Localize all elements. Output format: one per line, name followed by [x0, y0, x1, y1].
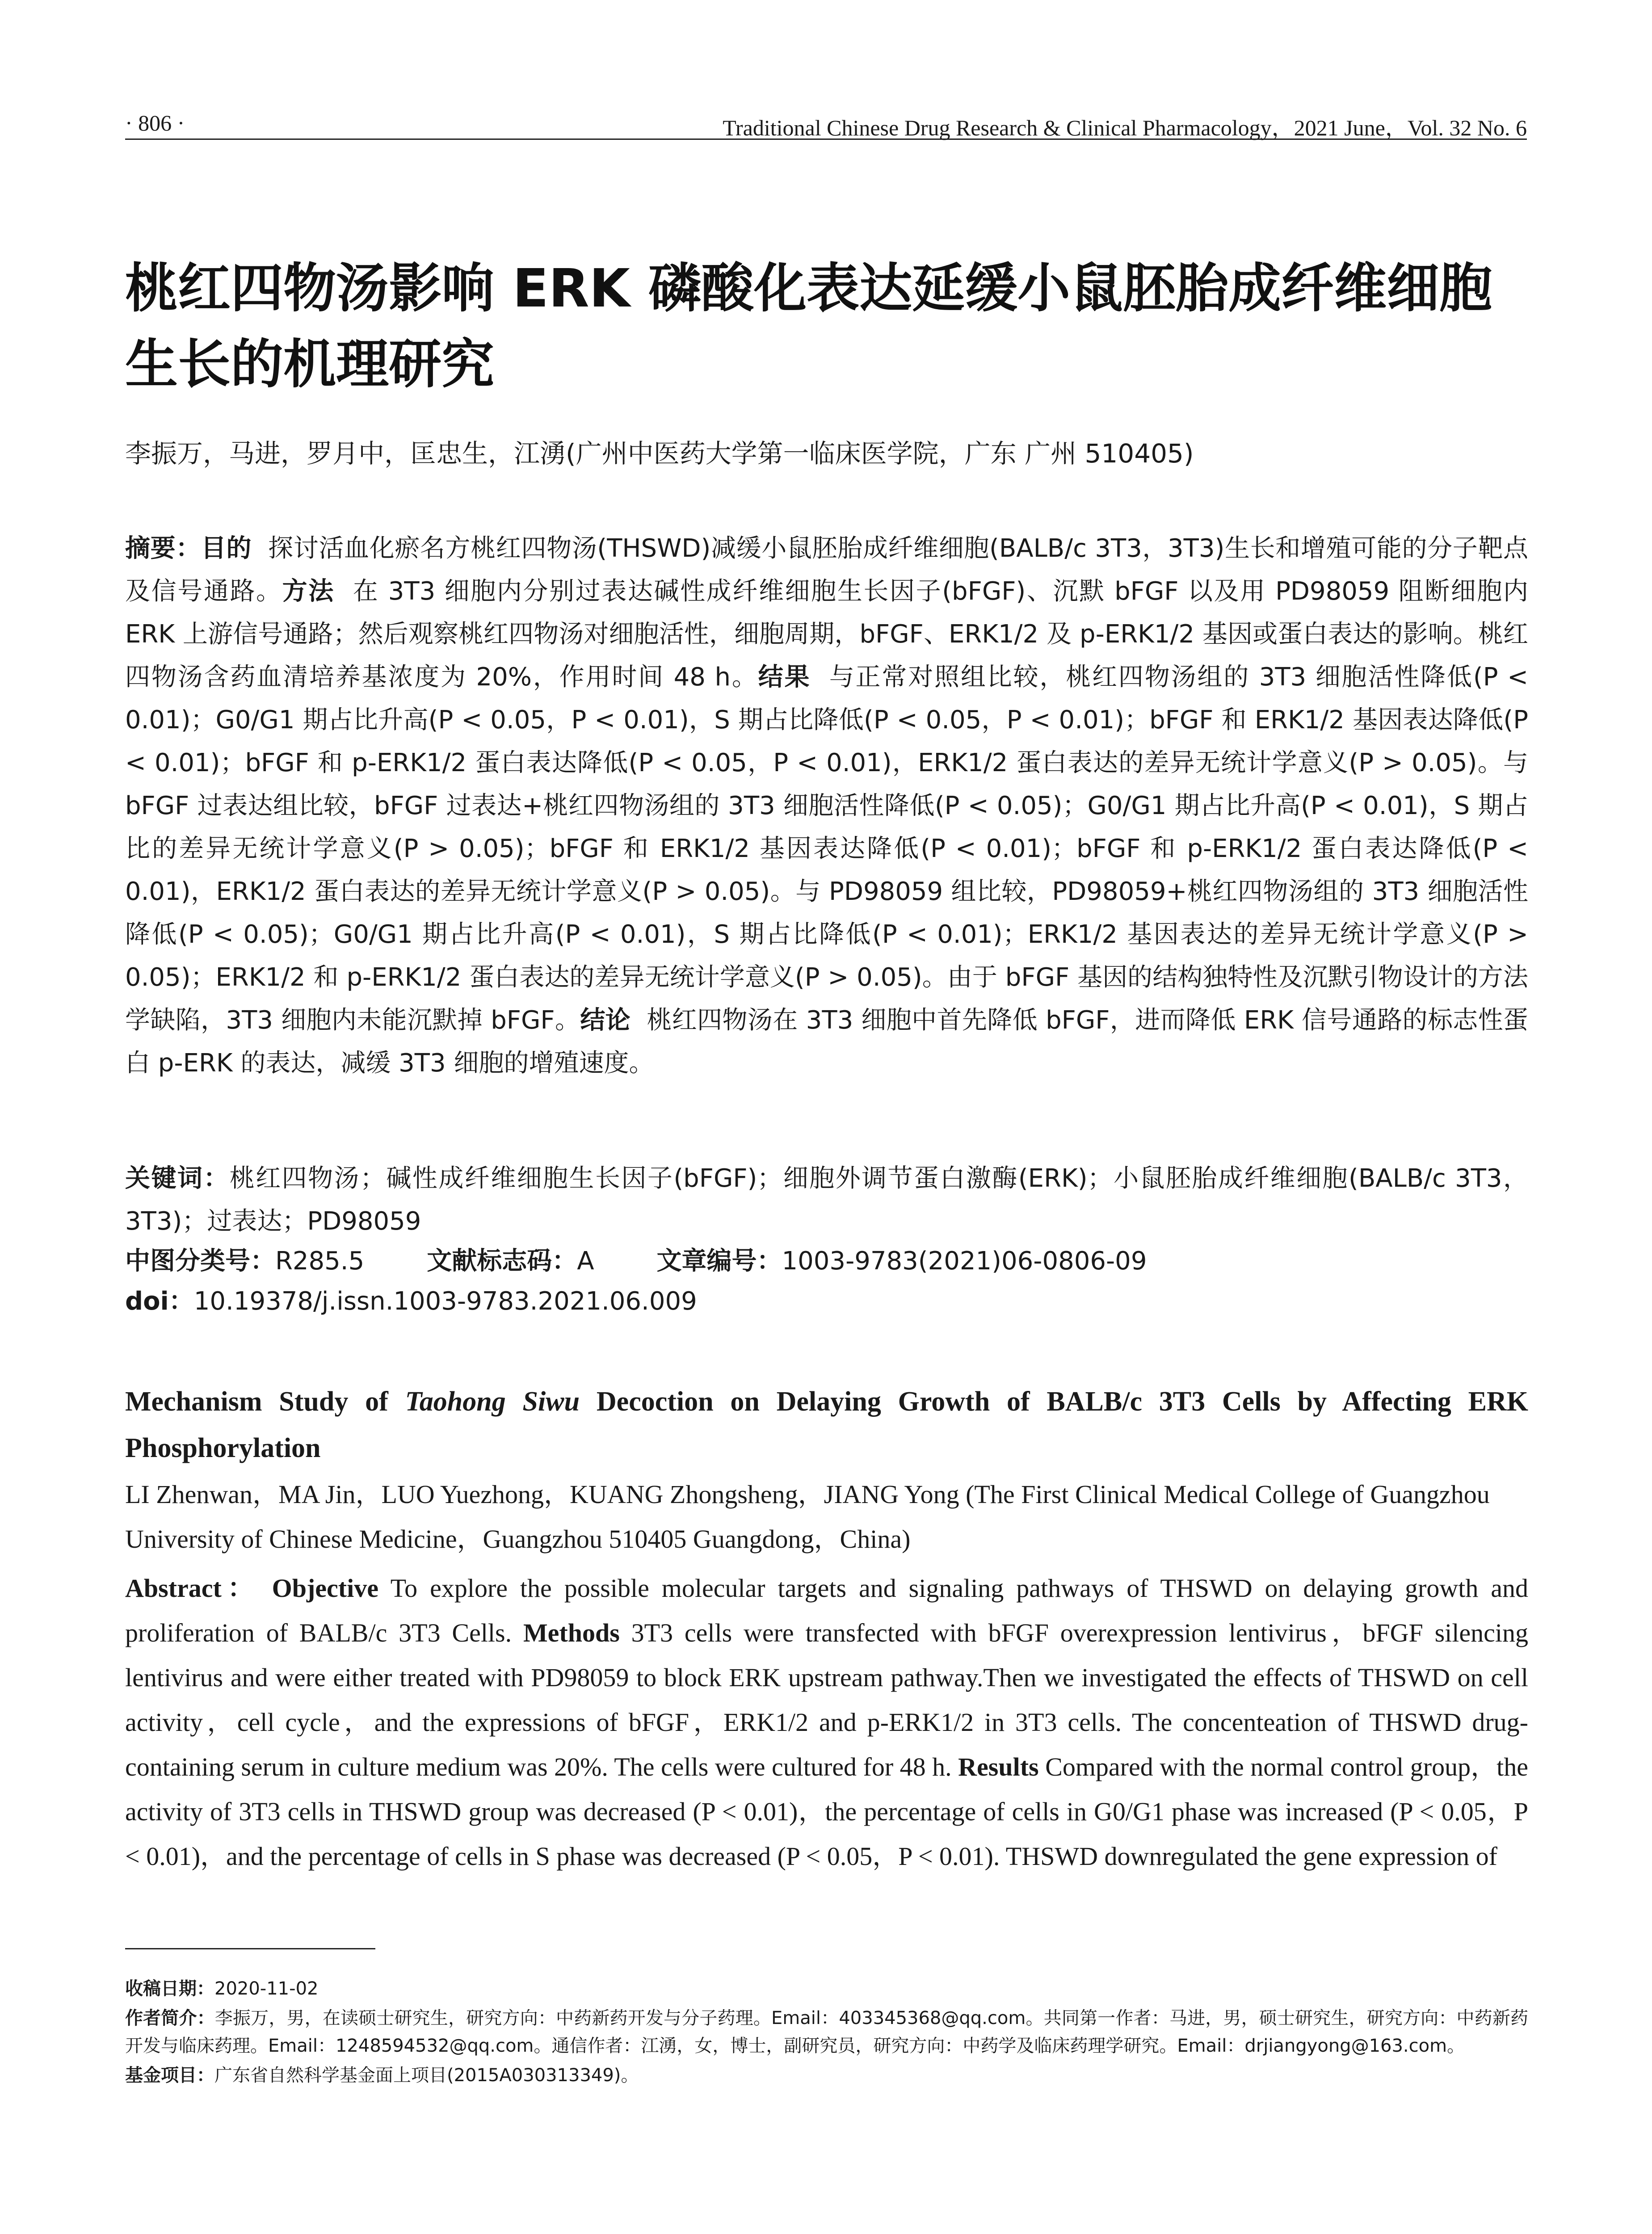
footnote-fund	[125, 2062, 1528, 2089]
title-english-italic: Taohong Siwu	[405, 1386, 580, 1417]
objective-text: 探讨活血化瘀名方桃红四物汤(THSWD)减缓小鼠胚胎成纤维细胞(BALB/c 3T3，3T3)生长和增殖可能的分子靶点及信号通路。	[125, 534, 1529, 606]
page-number: · 806 ·	[125, 110, 185, 135]
footnote-received	[125, 1975, 1528, 2003]
authors-english: LI Zhenwan，MA Jin，LUO Yuezhong，KUANG Zhongsheng，JIANG Yong (The First Clinical Medical College of Guangzhou University of Chinese Medicine，Guangzhou 510405 Guangdong，China)	[125, 1480, 1490, 1554]
journal-citation: Traditional Chinese Drug Research & Clinical Pharmacology，2021 June，Vol. 32 No. 6	[723, 115, 1527, 140]
doi-line	[125, 1280, 1528, 1323]
abstract-english-label: Abstract：	[125, 1574, 260, 1603]
footnote-divider	[125, 1948, 375, 1949]
methods-english-text: 3T3 cells were transfected with bFGF overexpression lentivirus，bFGF silencing lentivirus and were either treated with PD98059 to block ERK upstream pathway.Then we investigated the effects of THSWD on cell activity，cell cycle，and the expressions of bFGF，ERK1/2 and p-ERK1/2 in 3T3 cells. The concenteation of THSWD drug-containing serum in culture medium was 20%. The cells were cultured for 48 h.	[125, 1618, 1528, 1781]
methods-label: 方法	[282, 577, 335, 606]
keywords-label: 关键词：	[125, 1164, 230, 1193]
title-chinese: 桃红四物汤影响 ERK 磷酸化表达延缓小鼠胚胎成纤维细胞生长的机理研究	[125, 257, 1492, 395]
methods-text: 在 3T3 细胞内分别过表达碱性成纤维细胞生长因子(bFGF)、沉默 bFGF 以及用 PD98059 阻断细胞内 ERK 上游信号通路；然后观察桃红四物汤对细胞活性，细胞周期，bFGF、ERK1/2 及 p-ERK1/2 基因或蛋白表达的影响。桃红四物汤含药血清培养基浓度为 20%，作用时间 48 h。	[125, 577, 1529, 692]
received-label: 收稿日期：	[125, 1978, 214, 1999]
author-bio-value: 李振万，男，在读硕士研究生，研究方向：中药新药开发与分子药理。Email：403345368@qq.com。共同第一作者：马进，男，硕士研究生，研究方向：中药新药开发与临床药理。Email：1248594532@qq.com。通信作者：江湧，女，博士，副研究员，研究方向：中药学及临床药理学研究。Email：drjiangyong@163.com。	[125, 2008, 1528, 2056]
results-english-text: Compared with the normal control group，the activity of 3T3 cells in THSWD group was decreased (P < 0.01)，the percentage of cells in G0/G1 phase was increased (P < 0.05，P < 0.01)，and the percentage of cells in S phase was decreased (P < 0.05，P < 0.01). THSWD downregulated the gene expression of	[125, 1752, 1528, 1871]
clc-value: R285.5	[275, 1247, 365, 1276]
footnote-author	[125, 2004, 1528, 2060]
author-bio-label: 作者简介：	[125, 2008, 215, 2028]
methods-english-label: Methods	[523, 1618, 620, 1647]
article-number-label: 文章编号：	[656, 1247, 782, 1276]
authors-chinese: 李振万，马进，罗月中，匡忠生，江湧(广州中医药大学第一临床医学院，广东 广州 510405)	[125, 438, 1194, 469]
abstract-chinese	[125, 527, 1528, 1085]
abstract-english	[125, 1566, 1528, 1879]
conclusion-text: 桃红四物汤在 3T3 细胞中首先降低 bFGF，进而降低 ERK 信号通路的标志性蛋白 p-ERK 的表达，减缓 3T3 细胞的增殖速度。	[125, 1006, 1528, 1078]
classification-line	[125, 1240, 1528, 1283]
title-english-part2: Decoction on Delaying Growth of BALB/c 3T3 Cells by Affecting ERK Phosphorylation	[125, 1386, 1529, 1463]
footnotes	[125, 1975, 1528, 2091]
objective-label: 目的	[201, 534, 252, 563]
objective-english-label: Objective	[272, 1574, 378, 1603]
clc-label: 中图分类号：	[125, 1247, 275, 1276]
results-label: 结果	[758, 663, 811, 692]
article-number-value: 1003-9783(2021)06-0806-09	[782, 1247, 1147, 1276]
running-head	[125, 107, 1527, 140]
doi-value: 10.19378/j.issn.1003-9783.2021.06.009	[193, 1287, 697, 1316]
results-text: 与正常对照组比较，桃红四物汤组的 3T3 细胞活性降低(P < 0.01)；G0/G1 期占比升高(P < 0.05，P < 0.01)，S 期占比降低(P < 0.05，P < 0.01)；bFGF 和 ERK1/2 基因表达降低(P < 0.01)；bFGF 和 p-ERK1/2 蛋白表达降低(P < 0.05，P < 0.01)，ERK1/2 蛋白表达的差异无统计学意义(P > 0.05)。与 bFGF 过表达组比较，bFGF 过表达+桃红四物汤组的 3T3 细胞活性降低(P < 0.05)；G0/G1 期占比升高(P < 0.01)，S 期占比的差异无统计学意义(P > 0.05)；bFGF 和 ERK1/2 基因表达降低(P < 0.01)；bFGF 和 p-ERK1/2 蛋白表达降低(P < 0.01)，ERK1/2 蛋白表达的差异无统计学意义(P > 0.05)。与 PD98059 组比较，PD98059+桃红四物汤组的 3T3 细胞活性降低(P < 0.05)；G0/G1 期占比升高(P < 0.01)，S 期占比降低(P < 0.01)；ERK1/2 基因表达的差异无统计学意义(P > 0.05)；ERK1/2 和 p-ERK1/2 蛋白表达的差异无统计学意义(P > 0.05)。由于 bFGF 基因的结构独特性及沉默引物设计的方法学缺陷，3T3 细胞内未能沉默掉 bFGF。	[125, 663, 1529, 1035]
doi-label: doi：	[125, 1287, 194, 1316]
fund-value: 广东省自然科学基金面上项目(2015A030313349)。	[214, 2065, 639, 2086]
results-english-label: Results	[958, 1752, 1039, 1781]
doc-code-label: 文献标志码：	[427, 1247, 577, 1276]
abstract-label: 摘要：	[125, 534, 201, 563]
title-english	[125, 1378, 1528, 1471]
keywords-text: 桃红四物汤；碱性成纤维细胞生长因子(bFGF)；细胞外调节蛋白激酶(ERK)；小鼠胚胎成纤维细胞(BALB/c 3T3，3T3)；过表达；PD98059	[125, 1164, 1528, 1236]
objective-english-text: To explore the possible molecular targets and signaling pathways of THSWD on delaying growth and proliferation of BALB/c 3T3 Cells.	[125, 1574, 1529, 1647]
conclusion-label: 结论	[580, 1006, 631, 1035]
keywords-chinese	[125, 1157, 1528, 1243]
title-english-part1: Mechanism Study of	[125, 1386, 405, 1417]
doc-code-value: A	[577, 1247, 594, 1276]
fund-label: 基金项目：	[125, 2065, 214, 2086]
received-value: 2020-11-02	[214, 1978, 319, 1999]
